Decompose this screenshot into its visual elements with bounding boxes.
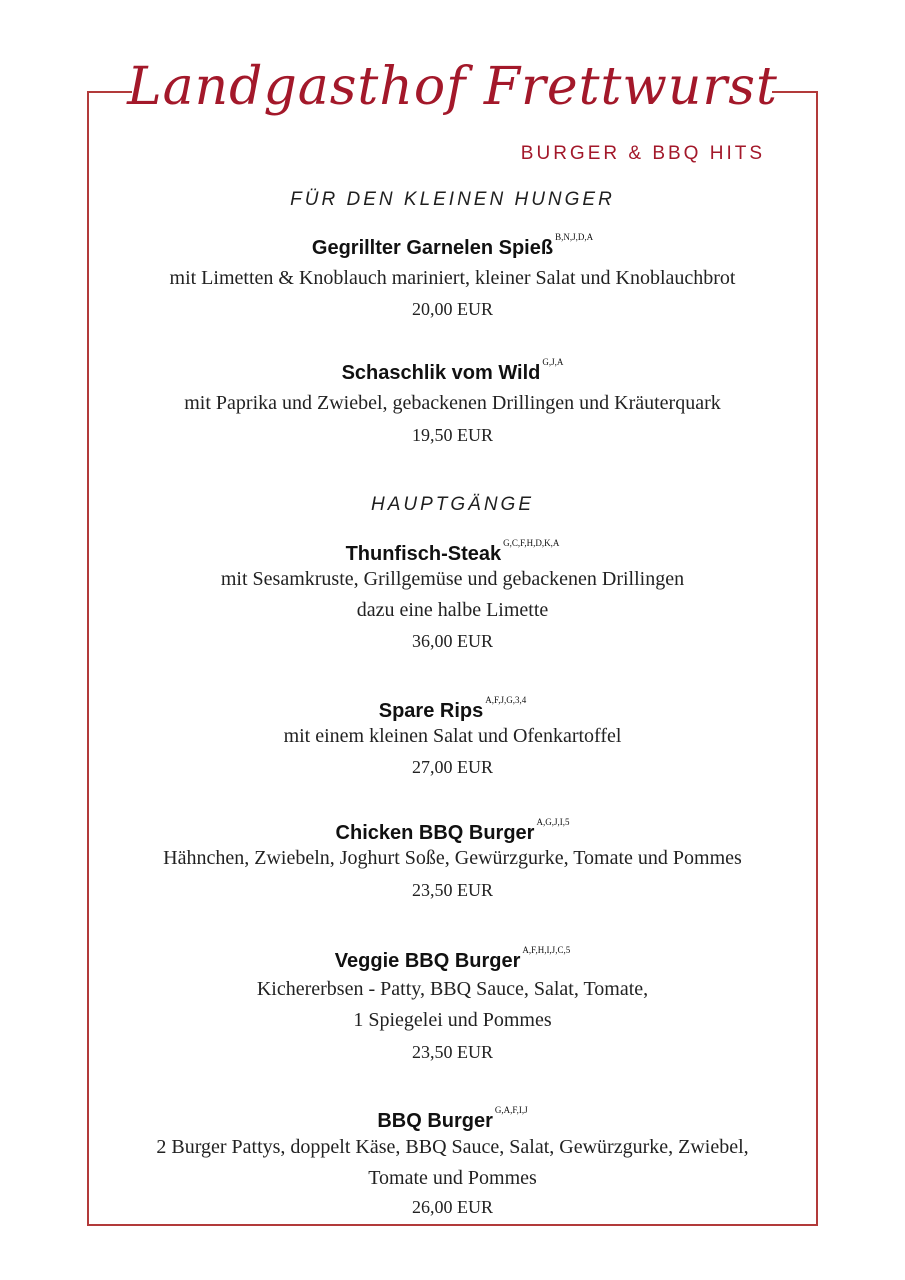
allergen-codes: A,F,H,I,J,C,5 [522, 945, 571, 955]
allergen-codes: G,C,F,H,D,K,A [503, 538, 560, 548]
dish-name: BBQ Burger $^{G,A,F,I,J}$ [377, 1105, 528, 1132]
dish-description: Kichererbsen - Patty, BBQ Sauce, Salat, Tomate, [256, 978, 649, 1000]
dish-name: Schaschlik vom Wild $^{G,J,A}$ [341, 357, 564, 384]
dish-name: Thunfisch-Steak $^{G,C,F,H,D,K,A}$ [345, 538, 560, 565]
dish-description: Tomate und Pommes [368, 1167, 537, 1189]
dish-description: mit Limetten & Knoblauch mariniert, kleiner Salat und Knoblauchbrot [169, 267, 736, 289]
section-heading-starters: FÜR DEN KLEINEN HUNGER [290, 189, 615, 210]
dish-description: 2 Burger Pattys, doppelt Käse, BBQ Sauce, Salat, Gewürzgurke, Zwiebel, [156, 1136, 749, 1158]
dish-description: mit Sesamkruste, Grillgemüse und gebackenen Drillingen [220, 568, 685, 590]
dish-description: dazu eine halbe Limette [356, 599, 549, 621]
dish-description: mit Paprika und Zwiebel, gebackenen Drillingen und Kräuterquark [184, 392, 721, 414]
dish-name: Chicken BBQ Burger $^{A,G,J,I,5}$ [335, 817, 570, 844]
dish-name: Gegrillter Garnelen Spieß $^{B,N,J,D,A}$ [311, 232, 594, 259]
dish-price: 23,50 EUR [412, 880, 493, 900]
section-heading-main-courses: HAUPTGÄNGE [370, 494, 535, 515]
allergen-codes: G,J,A [542, 357, 564, 367]
dish-name: Spare Rips $^{A,F,J,G,3,4}$ [378, 695, 527, 722]
dish-price: 27,00 EUR [412, 757, 493, 777]
allergen-codes: A,F,J,G,3,4 [485, 695, 527, 705]
menu-subtitle: BURGER & BBQ HITS [520, 143, 765, 164]
allergen-codes: A,G,J,I,5 [536, 817, 570, 827]
allergen-codes: G,A,F,I,J [494, 1105, 528, 1115]
allergen-codes: B,N,J,D,A [555, 232, 594, 242]
dish-price: 26,00 EUR [412, 1197, 493, 1217]
dish-description: mit einem kleinen Salat und Ofenkartoffel [283, 725, 622, 747]
dish-price: 20,00 EUR [412, 299, 493, 319]
restaurant-title: Landgasthof Frettwurst [127, 57, 778, 117]
dish-description: 1 Spiegelei und Pommes [353, 1009, 552, 1031]
dish-name: Veggie BBQ Burger $^{A,F,H,I,J,C,5}$ [334, 945, 571, 972]
dish-price: 19,50 EUR [412, 425, 493, 445]
dish-price: 36,00 EUR [412, 631, 493, 651]
dish-description: Hähnchen, Zwiebeln, Joghurt Soße, Gewürzgurke, Tomate und Pommes [163, 847, 742, 869]
dish-price: 23,50 EUR [412, 1042, 493, 1062]
